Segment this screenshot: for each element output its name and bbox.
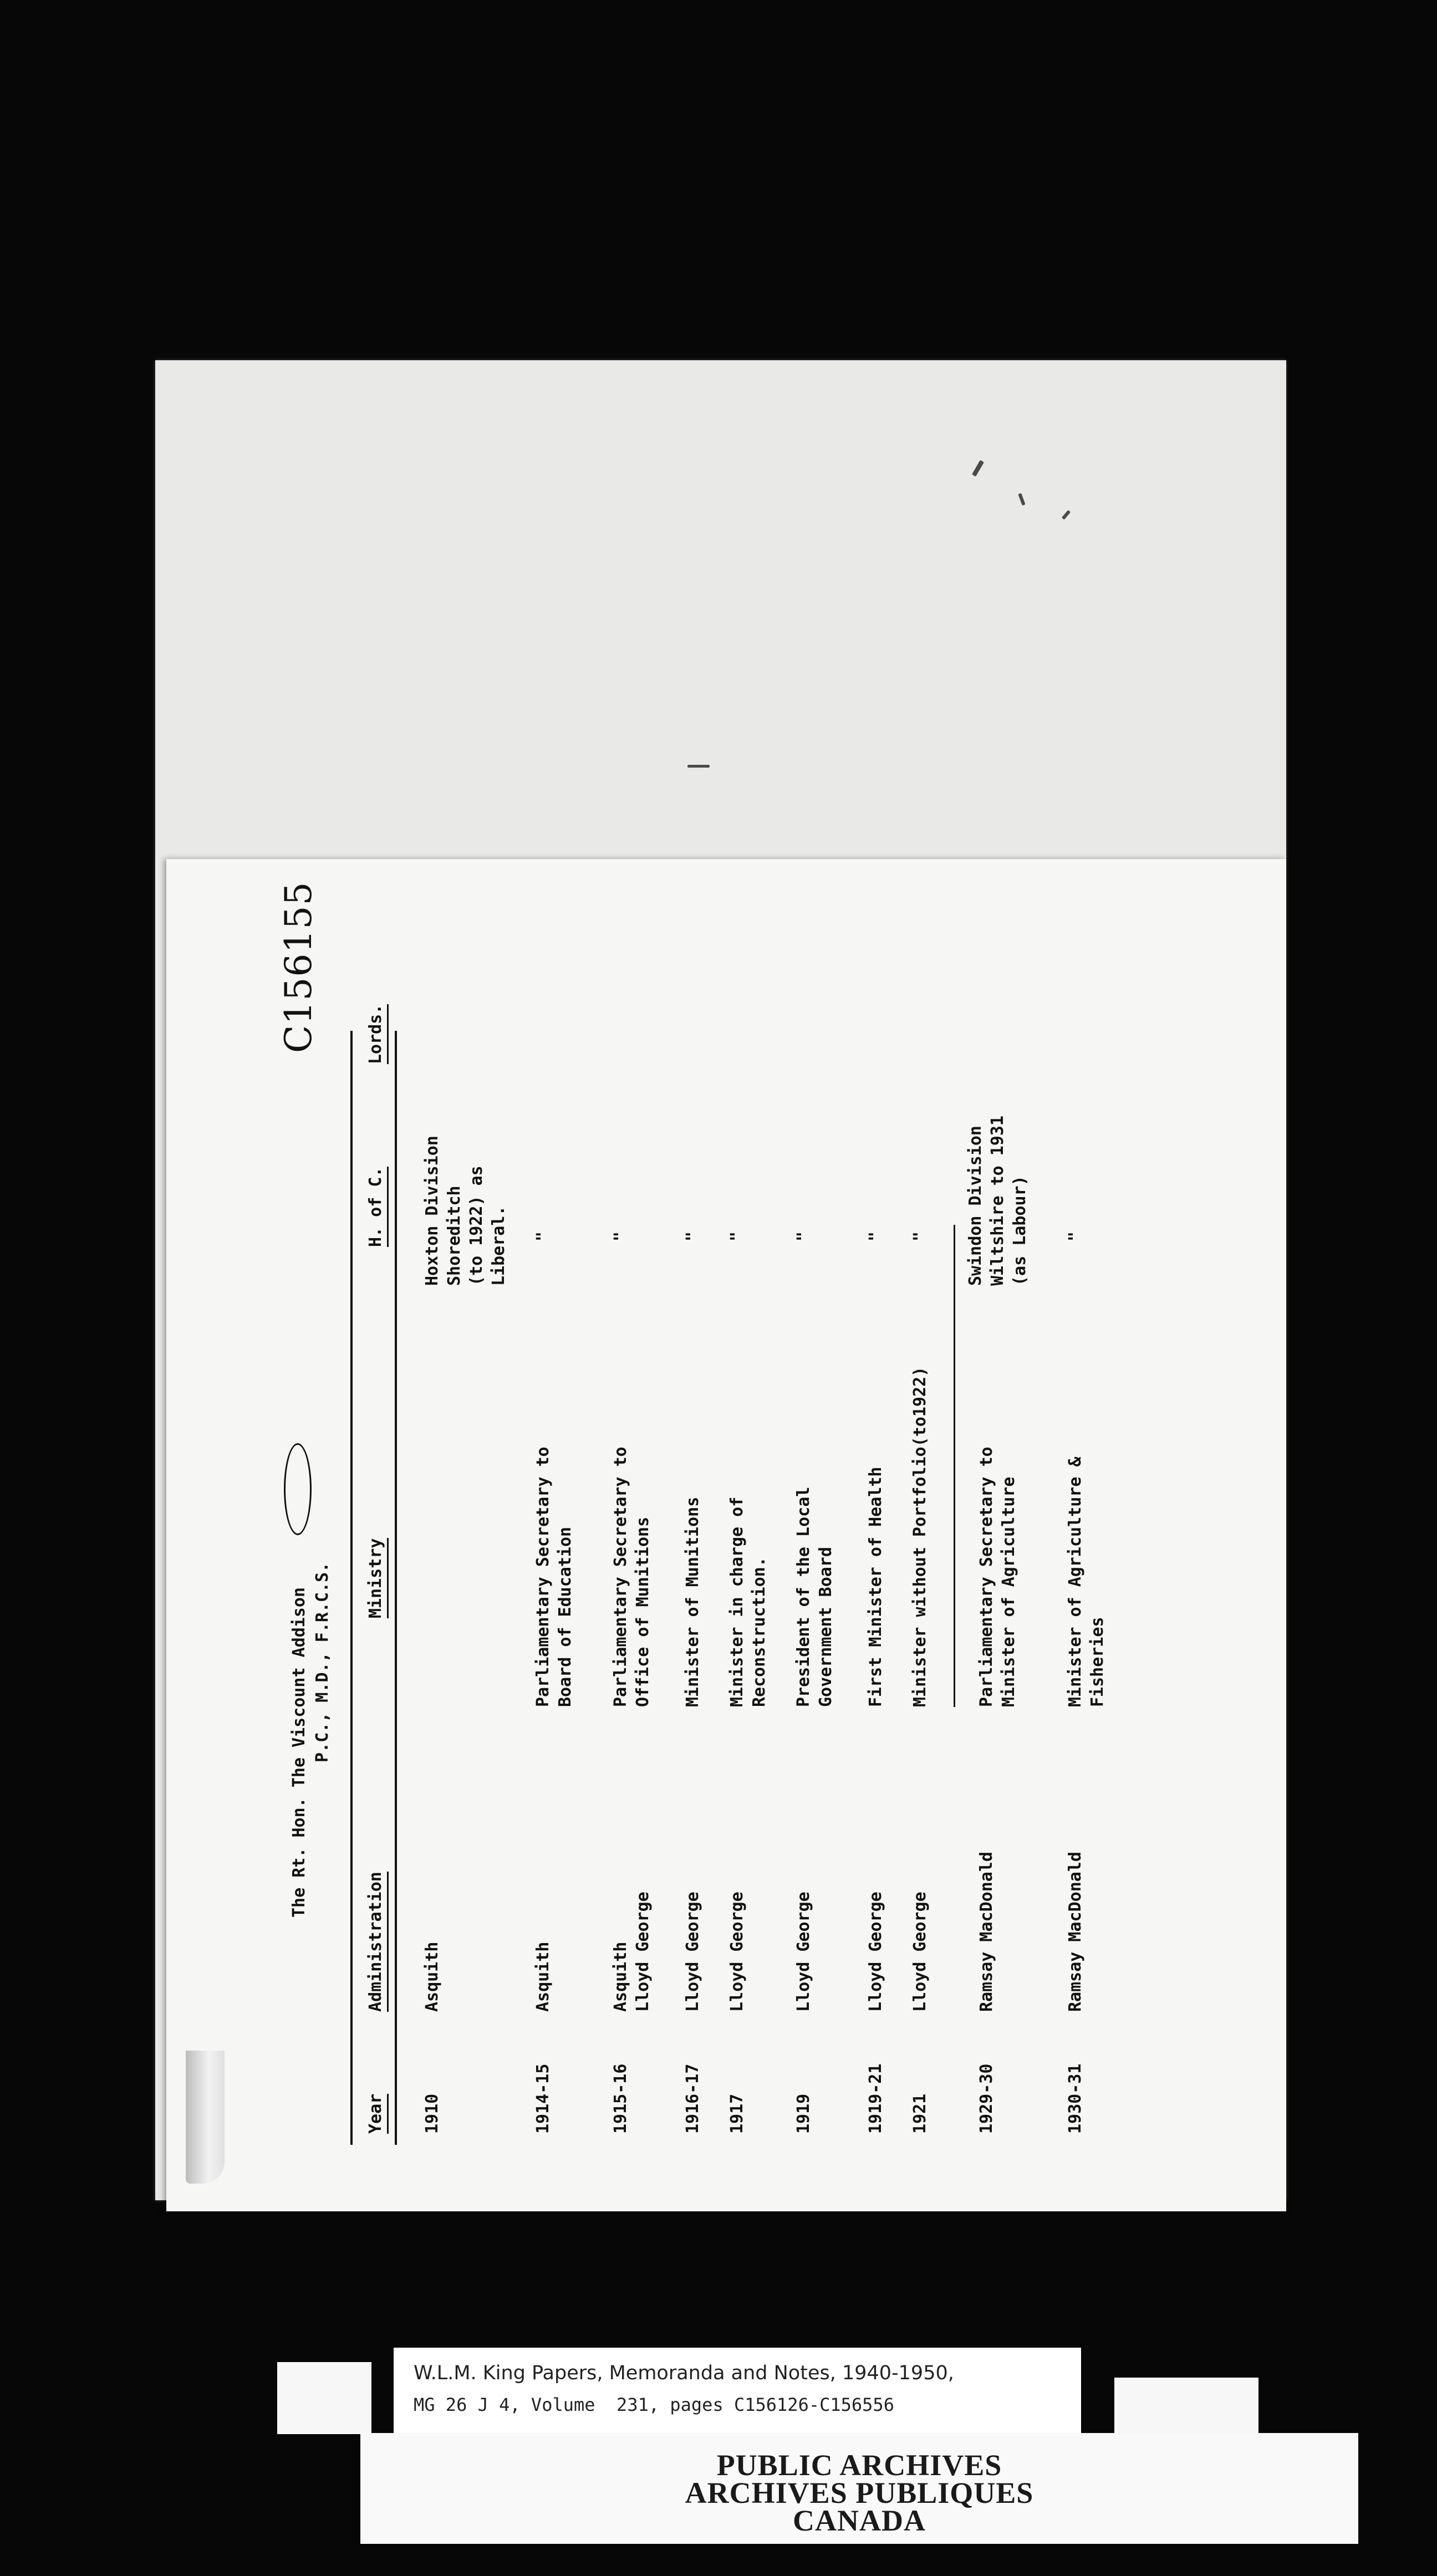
- ink-mark: [687, 765, 710, 768]
- cell-commons: ": [611, 1231, 630, 1241]
- citation-line-2: MG 26 J 4, Volume 231, pages C156126-C156556: [414, 2394, 894, 2415]
- cell-year: 1929-30: [977, 2063, 996, 2134]
- cell-ministry: Minister in charge of Reconstruction.: [727, 1496, 769, 1707]
- cell-commons: ": [533, 1231, 553, 1241]
- cell-ministry: Parliamentary Secretary to Office of Munitions: [611, 1447, 653, 1707]
- cell-administration: Asquith Lloyd George: [611, 1892, 653, 2012]
- cell-administration: Ramsay MacDonald: [977, 1852, 996, 2012]
- label-tab-right: [1114, 2378, 1258, 2439]
- archive-citation-card: [394, 2348, 1081, 2446]
- cell-ministry: Minister of Munitions: [683, 1496, 702, 1707]
- cell-year: 1915-16: [611, 2063, 630, 2134]
- page-curl: [186, 2051, 225, 2184]
- label-tab-left: [277, 2362, 371, 2434]
- heading-name: The Rt. Hon. The Viscount Addison: [289, 1587, 309, 1918]
- cell-year: 1916-17: [683, 2063, 702, 2134]
- header-rule-top: [350, 1031, 353, 2145]
- ink-mark: [1018, 493, 1025, 506]
- cell-commons: ": [683, 1231, 702, 1241]
- stamp-line-1: PUBLIC ARCHIVES: [716, 2449, 1002, 2482]
- cell-ministry: Minister without Portfolio(to1922): [910, 1366, 930, 1707]
- cell-year: 1914-15: [533, 2063, 553, 2134]
- citation-line-1: W.L.M. King Papers, Memoranda and Notes, 1940-1950,: [414, 2362, 954, 2384]
- cell-administration: Lloyd George: [866, 1892, 885, 2012]
- cell-commons: ": [727, 1231, 747, 1241]
- header-rule-bottom: [395, 1031, 397, 2145]
- cell-ministry: First Minister of Health: [866, 1466, 885, 1707]
- cell-commons: Swindon Division Wiltshire to 1931 (as Labour): [966, 1115, 1030, 1286]
- rotated-table: [255, 865, 1109, 2195]
- ink-mark: [972, 460, 984, 477]
- col-year: Year: [365, 2094, 389, 2134]
- cell-administration: Asquith: [422, 1941, 442, 2012]
- cell-commons: ": [1066, 1231, 1085, 1241]
- cell-administration: Ramsay MacDonald: [1066, 1852, 1085, 2012]
- cell-administration: Lloyd George: [727, 1892, 747, 2012]
- col-administration: Administration: [365, 1872, 389, 2012]
- cell-administration: Asquith: [533, 1941, 553, 2012]
- cell-year: 1910: [422, 2093, 442, 2134]
- cell-commons: ": [910, 1231, 930, 1241]
- col-commons: H. of C.: [365, 1167, 389, 1248]
- cell-ministry: Minister of Agriculture & Fisheries: [1066, 1456, 1107, 1707]
- stamp-line-3: CANADA: [793, 2504, 926, 2537]
- cell-ministry: Parliamentary Secretary to Board of Education: [533, 1447, 575, 1707]
- cell-year: 1921: [910, 2093, 930, 2134]
- cell-year: 1919-21: [866, 2063, 885, 2134]
- heading-degrees: P.C., M.D., F.R.C.S.: [313, 1562, 332, 1762]
- cell-administration: Lloyd George: [683, 1892, 702, 2012]
- cell-commons: ": [866, 1231, 885, 1241]
- cell-year: 1919: [794, 2093, 813, 2134]
- cell-administration: Lloyd George: [794, 1892, 813, 2012]
- reference-number: C156155: [277, 881, 320, 1053]
- cell-commons: ": [794, 1231, 813, 1241]
- col-lords: Lords.: [365, 1004, 389, 1064]
- ink-circle: [284, 1443, 312, 1535]
- ink-mark: [1062, 510, 1071, 520]
- cell-ministry: President of the Local Government Board: [794, 1486, 835, 1707]
- section-rule: [954, 1225, 955, 1707]
- cell-ministry: Parliamentary Secretary to Minister of Agriculture: [977, 1447, 1018, 1707]
- cell-commons: Hoxton Division Shoreditch (to 1922) as Liberal.: [422, 1136, 508, 1286]
- cell-year: 1930-31: [1066, 2063, 1085, 2134]
- stamp-line-2: ARCHIVES PUBLIQUES: [685, 2476, 1034, 2509]
- cell-administration: Lloyd George: [910, 1892, 930, 2012]
- col-ministry: Ministry: [365, 1539, 389, 1619]
- cell-year: 1917: [727, 2093, 747, 2134]
- archives-stamp: [360, 2433, 1358, 2544]
